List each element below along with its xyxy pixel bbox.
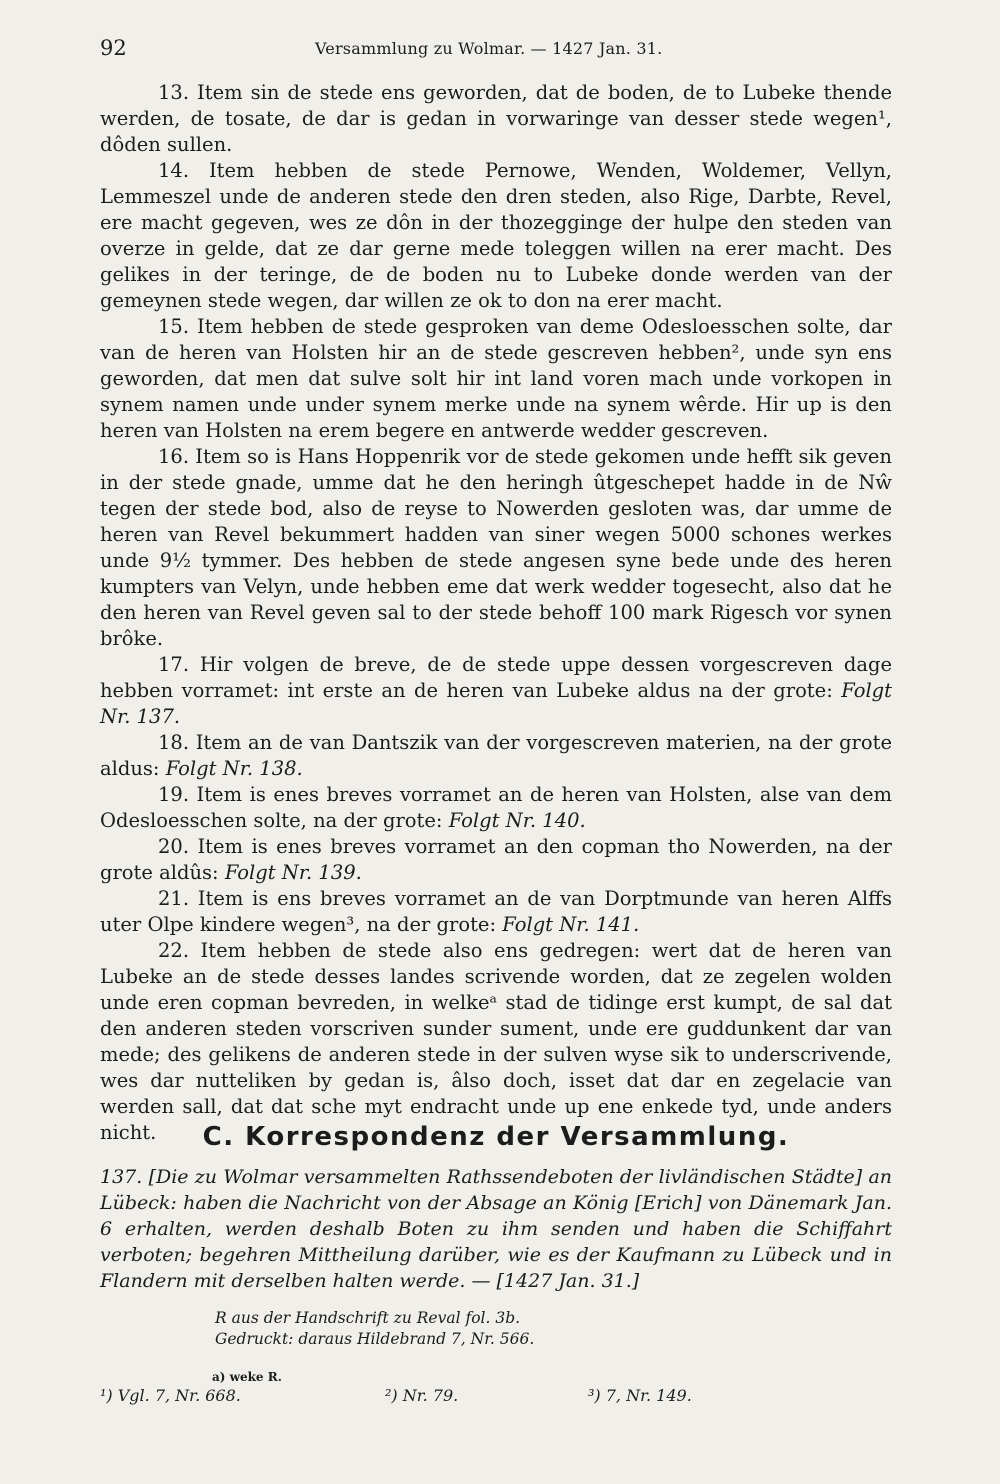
footnote-2: ²) Nr. 79.	[385, 1386, 459, 1405]
page-number: 92	[100, 36, 127, 60]
source-manuscript: R aus der Handschrift zu Reval fol. 3b.	[215, 1309, 521, 1327]
cross-reference: Folgt Nr. 139.	[224, 861, 362, 884]
section-heading: C. Korrespondenz der Versammlung.	[202, 1122, 790, 1152]
paragraph-text: 21. Item is ens breves vorramet an de van Dorptmunde van heren Alffs uter Olpe kindere wegen³, na der grote:	[100, 887, 892, 936]
paragraph-18	[100, 730, 892, 782]
cross-reference: Folgt Nr. 138.	[165, 757, 303, 780]
paragraph-20	[100, 834, 892, 886]
paragraph-16: 16. Item so is Hans Hoppenrik vor de stede gekomen unde hefft sik geven in der stede gnade, umme dat he den heringh ûtgeschepet hadde in de Nŵ tegen der stede bod, also de reyse to Nowerden gesloten was, dar umme de heren van Revel bekummert hadden van siner wegen 5000 schones werkes unde 9½ tymmer. Des hebben de stede angesen syne bede unde des heren kumpters van Velyn, unde hebben eme dat werk wedder togesecht, also dat he den heren van Revel geven sal to der stede behoff 100 mark Rigesch vor synen brôke.	[100, 445, 892, 650]
paragraph-19	[100, 782, 892, 834]
paragraph-text: 20. Item is enes breves vorramet an den copman tho Nowerden, na der grote aldûs:	[100, 835, 892, 884]
footnote-3: ³) 7, Nr. 149.	[588, 1386, 692, 1405]
paragraph-15: 15. Item hebben de stede gesproken van deme Odesloesschen solte, dar van de heren van Holsten hir an de stede gescreven hebben², unde syn ens geworden, dat men dat sulve solt hir int land voren mach unde vorkopen in synem namen unde under synem merke unde na synem wêrde. Hir up is den heren van Holsten na erem begere en antwerde wedder gescreven.	[100, 315, 892, 442]
paragraph-text: 18. Item an de van Dantszik van der vorgescreven materien, na der grote aldus:	[100, 731, 892, 780]
paragraph-13: 13. Item sin de stede ens geworden, dat de boden, de to Lubeke thende werden, de tosate, de dar is gedan in vorwaringe van desser stede wegen¹, dôden sullen.	[100, 81, 892, 156]
cross-reference: Folgt Nr. 140.	[448, 809, 586, 832]
running-head: Versammlung zu Wolmar. — 1427 Jan. 31.	[315, 39, 663, 58]
body-text	[100, 80, 892, 1146]
regest-number: 137.	[100, 1166, 143, 1188]
cross-reference: Folgt Nr. 141.	[502, 913, 640, 936]
source-printed: Gedruckt: daraus Hildebrand 7, Nr. 566.	[215, 1330, 535, 1348]
paragraph-21	[100, 886, 892, 938]
textual-note: a) weke R.	[212, 1370, 282, 1384]
regest	[100, 1164, 892, 1294]
source-note	[215, 1308, 815, 1350]
cross-reference: Folgt Nr. 137.	[100, 679, 892, 728]
footnotes	[100, 1386, 892, 1410]
page-header	[100, 36, 892, 66]
footnote-1: ¹) Vgl. 7, Nr. 668.	[100, 1386, 241, 1405]
paragraph-text: 19. Item is enes breves vorramet an de heren van Holsten, alse van dem Odesloesschen solte, na der grote:	[100, 783, 892, 832]
paragraph-17	[100, 652, 892, 730]
paragraph-text: 17. Hir volgen de breve, de de stede uppe dessen vorgescreven dage hebben vorramet: int erste an de heren van Lubeke aldus na der grote:	[100, 653, 892, 702]
paragraph-22: 22. Item hebben de stede also ens gedregen: wert dat de heren van Lubeke an de stede desses landes scrivende worden, dat ze zegelen wolden unde eren copman bevreden, in welkeᵃ stad de tidinge erst kumpt, de sal dat den anderen steden vorscriven sunder sument, unde ere guddunkent dar van mede; des gelikens de anderen stede in der sulven wyse sik to underscrivende, wes dar nutteliken by gedan is, âlso doch, isset dat dar en zegelacie van werden sall, dat dat sche myt endracht unde up ene enkede tyd, unde anders nicht.	[100, 939, 892, 1144]
regest-text: [Die zu Wolmar versammelten Rathssendeboten der livländischen Städte] an Lübeck: haben die Nachricht von der Absage an König [Erich] von Dänemark Jan. 6 erhalten, werden deshalb Boten zu ihm senden und haben die Schiffahrt verboten; begehren Mittheilung darüber, wie es der Kaufmann zu Lübeck und in Flandern mit derselben halten werde. — [1427 Jan. 31.]	[100, 1166, 893, 1292]
paragraph-14: 14. Item hebben de stede Pernowe, Wenden, Woldemer, Vellyn, Lemmeszel unde de anderen stede den dren steden, also Rige, Darbte, Revel, ere macht gegeven, wes ze dôn in der thozegginge der hulpe den steden van overze in gelde, dat ze dar gerne mede toleggen willen na erer macht. Des gelikes in der teringe, de de boden nu to Lubeke donde werden van der gemeynen stede wegen, dar willen ze ok to don na erer macht.	[100, 159, 892, 312]
